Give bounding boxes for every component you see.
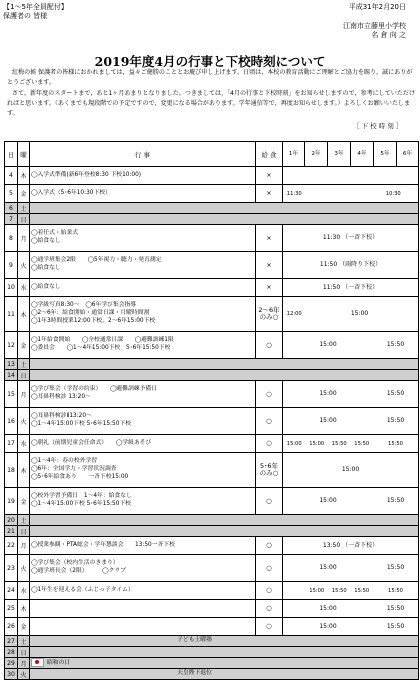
- event-line: ◯1～4年：春の校外学習: [31, 458, 98, 465]
- weekday-cell: 木: [18, 600, 30, 618]
- event-cell: [30, 435, 256, 453]
- day-cell: 5: [5, 185, 18, 203]
- intro-text: [7, 68, 415, 119]
- holiday-cell: [30, 636, 419, 647]
- weekday-cell: 火: [18, 555, 30, 582]
- day-cell: 7: [5, 214, 18, 225]
- weekday-cell: 水: [18, 582, 30, 600]
- holiday-cell: [30, 526, 419, 537]
- table-row: [5, 225, 419, 252]
- lunch-cell: ×: [256, 225, 283, 252]
- dismissal-time: 15:00: [319, 564, 337, 571]
- day-cell: 19: [5, 488, 18, 515]
- header-grade-5: 5年: [374, 142, 397, 167]
- dismissal-times-cell: [283, 582, 419, 600]
- dismissal-times-cell: [283, 488, 419, 515]
- header-grade-4: 4年: [351, 142, 374, 167]
- schedule-body: [5, 167, 419, 680]
- recipients: 保護者の 皆様: [3, 12, 48, 20]
- weekday-cell: 日: [18, 214, 30, 225]
- event-line: ◯1年生を迎える会（ふじっ子タイム）: [31, 586, 134, 593]
- event-cell: [30, 185, 256, 203]
- weekday-cell: 金: [18, 185, 30, 203]
- table-row: [5, 408, 419, 435]
- dismissal-times-cell: [283, 225, 419, 252]
- table-row: [5, 167, 419, 185]
- event-line: ◯学び集会（学習の約束） ◯避難訓練予備日: [31, 386, 158, 393]
- lunch-cell: ○: [256, 435, 283, 453]
- holiday-note: 昭和の日: [47, 660, 71, 667]
- event-line: ◯1～4年15:00下校 5･6年15:50下校: [31, 501, 131, 507]
- event-cell: [30, 167, 256, 185]
- dismissal-times-cell: [283, 332, 419, 359]
- weekday-cell: 月: [18, 381, 30, 408]
- event-line: ◯通学班集会2限 ◯5年視力・聴力・発育測定: [31, 257, 162, 264]
- event-cell: [30, 582, 256, 600]
- table-row: [5, 297, 419, 332]
- table-row: [5, 252, 419, 279]
- school-name: 江南市立藤里小学校: [343, 22, 406, 30]
- dismissal-time: 15:50: [386, 564, 405, 571]
- lunch-cell: ○: [256, 408, 283, 435]
- weekday-cell: 火: [18, 669, 30, 680]
- weekday-cell: 日: [18, 370, 30, 381]
- dismissal-time: 15:50: [354, 587, 370, 594]
- lunch-cell: ×: [256, 252, 283, 279]
- lunch-cell: ×: [256, 279, 283, 297]
- weekday-cell: 水: [18, 435, 30, 453]
- principal-name: 名 倉 向 之: [371, 31, 406, 39]
- lunch-cell: ○: [256, 488, 283, 515]
- event-line: ◯給食なし: [31, 283, 61, 290]
- weekday-cell: 火: [18, 408, 30, 435]
- event-line: ◯授業参観・PTA総会・学年懇談会 13:50一斉下校: [31, 541, 175, 548]
- weekday-cell: 水: [18, 279, 30, 297]
- weekday-cell: 日: [18, 526, 30, 537]
- dismissal-time: 15:50: [388, 440, 403, 447]
- dismissal-times-cell: [283, 453, 419, 488]
- table-row: [5, 555, 419, 582]
- table-row: [5, 359, 419, 370]
- day-cell: 24: [5, 582, 18, 600]
- holiday-cell: [30, 359, 419, 370]
- holiday-cell: [30, 203, 419, 214]
- dismissal-time: 15:50: [331, 440, 347, 447]
- event-line: ◯1年給食開始 ◯全校通常日課 ◯避難訓練1限: [31, 337, 174, 344]
- event-line: ◯1年3時間授業12:00下校，2～6年15:00下校: [31, 317, 156, 324]
- distribution-note: 【1～5年全員配付】: [3, 3, 68, 11]
- dismissal-time: 11:30: [286, 190, 302, 197]
- dismissal-time: 15:00: [319, 497, 337, 504]
- dismissal-time: 15:50: [386, 417, 405, 424]
- event-line: ◯朝礼（前期児童会任命式） ◯学級あそび: [31, 439, 152, 446]
- event-line: ◯耳鼻科検診Ⅱ13:20～: [31, 413, 92, 420]
- day-cell: 16: [5, 408, 18, 435]
- event-line: ◯給食なし: [31, 265, 61, 271]
- event-line: ◯2～6年：給食開始・通常日課・月曜時間割: [31, 310, 150, 317]
- dismissal-times-cell: [283, 435, 419, 453]
- day-cell: 30: [5, 669, 18, 680]
- header-day: 日: [5, 142, 18, 167]
- weekday-cell: 金: [18, 488, 30, 515]
- event-line: ◯入学式準備(新6年登校8:30 下校10:00): [31, 171, 142, 178]
- intro-paragraph: さて，新年度のスタートまで，あと1ヶ月あまりとなりました。つきましては，「4月の行事と下校時刻」をお知らせしますので，参考にしていただければと思います。（あくまでも現段階での予定ですので，変更になる場合があります。学年通信等で，再度お知らせします。）よろしくお願いいたします。: [7, 89, 415, 118]
- dismissal-time: 15:00: [319, 341, 337, 348]
- event-line: ◯通学班長会（2限） ◯クラブ: [31, 568, 126, 574]
- dismissal-time: 15:00: [309, 587, 325, 594]
- dismissal-time: 15:50: [386, 390, 405, 397]
- dismissal-time: 15:50: [386, 497, 405, 504]
- day-cell: 25: [5, 600, 18, 618]
- event-cell: [30, 252, 256, 279]
- event-line: ◯校外学習予備日 1～4年：給食なし: [31, 493, 132, 500]
- weekday-cell: 土: [18, 636, 30, 647]
- day-cell: 15: [5, 381, 18, 408]
- lunch-cell: ×: [256, 167, 283, 185]
- intro-paragraph: 紅梅の候 保護者の皆様におかれましては，益々ご健勝のこととお慶び申し上げます。日頃は，本校の教育活動にご理解とご協力を賜り，誠にありがとうございます。: [7, 69, 413, 87]
- lunch-cell: ○: [256, 537, 283, 555]
- weekday-cell: 木: [18, 297, 30, 332]
- event-cell: [30, 279, 256, 297]
- event-line: ◯学級写真8:30～ ◯6年学び集会指導: [31, 302, 137, 309]
- dismissal-time: 12:00: [286, 311, 302, 317]
- header-lunch: 給 食: [256, 142, 283, 167]
- table-row: [5, 203, 419, 214]
- event-line: ◯着任式・始業式: [31, 230, 79, 237]
- weekday-cell: 土: [18, 203, 30, 214]
- event-cell: [30, 381, 256, 408]
- lunch-cell: ○: [256, 332, 283, 359]
- dismissal-time: 15:00: [309, 440, 325, 447]
- dismissal-time: 15:00: [350, 310, 369, 317]
- day-cell: 12: [5, 332, 18, 359]
- weekday-cell: 月: [18, 658, 30, 669]
- dismissal-time: 10:30: [385, 190, 401, 197]
- event-line: ◯学び集会（校内生活のきまり）: [31, 560, 119, 567]
- dismissal-time: 11:50 （雨降り下校）: [319, 261, 382, 268]
- header-weekday: 曜: [18, 142, 30, 167]
- dismissal-time: 13:50 （一斉下校）: [322, 541, 379, 549]
- weekday-cell: 日: [18, 647, 30, 658]
- dismissal-time: 15:00: [319, 390, 337, 397]
- event-cell: [30, 618, 256, 636]
- event-line: ◯入学式（5･6年10:30下校）: [31, 189, 111, 196]
- table-row: [5, 537, 419, 555]
- table-row: [5, 214, 419, 225]
- table-row: [5, 647, 419, 658]
- event-line: ◯5･6年給食あり 一斉下校15:00: [31, 473, 129, 480]
- table-label: ［ 下 校 時 刻 ］: [353, 122, 403, 130]
- table-row: [5, 435, 419, 453]
- dismissal-time: 15:50: [354, 440, 370, 447]
- header-grade-6: 6年: [397, 142, 419, 167]
- weekday-cell: 月: [18, 537, 30, 555]
- header-grade-3: 3年: [328, 142, 351, 167]
- day-cell: 11: [5, 297, 18, 332]
- day-cell: 18: [5, 453, 18, 488]
- japanese-flag-icon: [31, 658, 44, 667]
- event-line: ◯耳鼻科検診 13:20～: [31, 394, 91, 400]
- table-row: [5, 636, 419, 647]
- lunch-cell: 2～6年 のみ○: [256, 297, 283, 332]
- dismissal-times-cell: [283, 297, 419, 332]
- holiday-cell: [30, 214, 419, 225]
- dismissal-time: 15:00: [319, 604, 337, 612]
- lunch-cell: 5･6年 のみ○: [256, 453, 283, 488]
- page-title: 2019年度4月の行事と下校時刻について: [94, 54, 326, 69]
- dismissal-time: 15:50: [386, 604, 405, 612]
- weekday-cell: 土: [18, 359, 30, 370]
- day-cell: 26: [5, 618, 18, 636]
- event-line: ◯1～4年15:00下校 5･6年15:50下校: [31, 421, 131, 427]
- event-cell: [30, 488, 256, 515]
- table-row: [5, 582, 419, 600]
- day-cell: 27: [5, 636, 18, 647]
- weekday-cell: 月: [18, 225, 30, 252]
- table-row: [5, 600, 419, 618]
- dismissal-time: 15:00: [319, 622, 337, 630]
- lunch-cell: ○: [256, 555, 283, 582]
- event-cell: [30, 225, 256, 252]
- day-cell: 23: [5, 555, 18, 582]
- table-row: [5, 279, 419, 297]
- event-cell: [30, 408, 256, 435]
- dismissal-time: 15:50: [386, 622, 405, 630]
- dismissal-times-cell: [283, 537, 419, 555]
- table-row: [5, 332, 419, 359]
- dismissal-time: 15:50: [331, 587, 347, 594]
- day-cell: 22: [5, 537, 18, 555]
- dismissal-times-cell: [283, 381, 419, 408]
- weekday-cell: 金: [18, 332, 30, 359]
- event-cell: [30, 555, 256, 582]
- event-cell: [30, 537, 256, 555]
- dismissal-time: 11:50 （一斉下校）: [322, 283, 379, 291]
- dismissal-times-cell: [283, 408, 419, 435]
- header-grade-1: 1年: [283, 142, 305, 167]
- lunch-cell: ○: [256, 582, 283, 600]
- lunch-cell: ○: [256, 381, 283, 408]
- holiday-cell: [30, 515, 419, 526]
- weekday-cell: 金: [18, 618, 30, 636]
- weekday-cell: 火: [18, 252, 30, 279]
- holiday-note: 子ども土曜塾: [177, 637, 212, 644]
- table-row: [5, 488, 419, 515]
- event-cell: [30, 297, 256, 332]
- lunch-cell: ○: [256, 600, 283, 618]
- lunch-cell: ×: [256, 185, 283, 203]
- weekday-cell: 木: [18, 453, 30, 488]
- table-row: [5, 669, 419, 680]
- dismissal-times-cell: [283, 185, 419, 203]
- dismissal-time: 15:00: [286, 440, 302, 447]
- dismissal-times-cell: [283, 600, 419, 618]
- event-line: ◯委員会 ◯1～4年15:00下校 5･6年15:50下校: [31, 345, 171, 351]
- weekday-cell: 土: [18, 515, 30, 526]
- table-row: [5, 185, 419, 203]
- day-cell: 14: [5, 370, 18, 381]
- day-cell: 9: [5, 252, 18, 279]
- document-date: 平成31年2月20日: [348, 3, 406, 11]
- holiday-note: 天皇陛下退位: [177, 670, 212, 677]
- dismissal-time: 15:50: [386, 341, 405, 348]
- table-row: [5, 453, 419, 488]
- day-cell: 4: [5, 167, 18, 185]
- schedule-table: [4, 141, 419, 680]
- header-event: 行 事: [30, 142, 256, 167]
- event-cell: [30, 453, 256, 488]
- day-cell: 6: [5, 203, 18, 214]
- dismissal-time: 15:00: [341, 466, 360, 473]
- table-row: [5, 618, 419, 636]
- day-cell: 8: [5, 225, 18, 252]
- dismissal-time: 15:50: [388, 587, 403, 594]
- event-cell: [30, 600, 256, 618]
- dismissal-times-cell: [283, 167, 419, 185]
- dismissal-times-cell: [283, 279, 419, 297]
- day-cell: 29: [5, 658, 18, 669]
- event-cell: [30, 332, 256, 359]
- holiday-cell: [30, 647, 419, 658]
- day-cell: 20: [5, 515, 18, 526]
- holiday-cell: [30, 669, 419, 680]
- table-row: [5, 658, 419, 669]
- day-cell: 10: [5, 279, 18, 297]
- table-row: [5, 515, 419, 526]
- day-cell: 13: [5, 359, 18, 370]
- event-line: ◯給食なし: [31, 238, 61, 244]
- event-line: ◯6年：全国学力・学習状況調査: [31, 466, 117, 473]
- header-grade-2: 2年: [305, 142, 328, 167]
- day-cell: 21: [5, 526, 18, 537]
- weekday-cell: 木: [18, 167, 30, 185]
- holiday-cell: [30, 658, 419, 669]
- lunch-cell: ○: [256, 618, 283, 636]
- day-cell: 17: [5, 435, 18, 453]
- table-row: [5, 370, 419, 381]
- holiday-cell: [30, 370, 419, 381]
- dismissal-times-cell: [283, 252, 419, 279]
- dismissal-time: 15:00: [319, 417, 337, 424]
- table-row: [5, 381, 419, 408]
- dismissal-time: 11:30 （一斉下校）: [322, 234, 379, 241]
- dismissal-times-cell: [283, 618, 419, 636]
- dismissal-times-cell: [283, 555, 419, 582]
- day-cell: 28: [5, 647, 18, 658]
- table-row: [5, 526, 419, 537]
